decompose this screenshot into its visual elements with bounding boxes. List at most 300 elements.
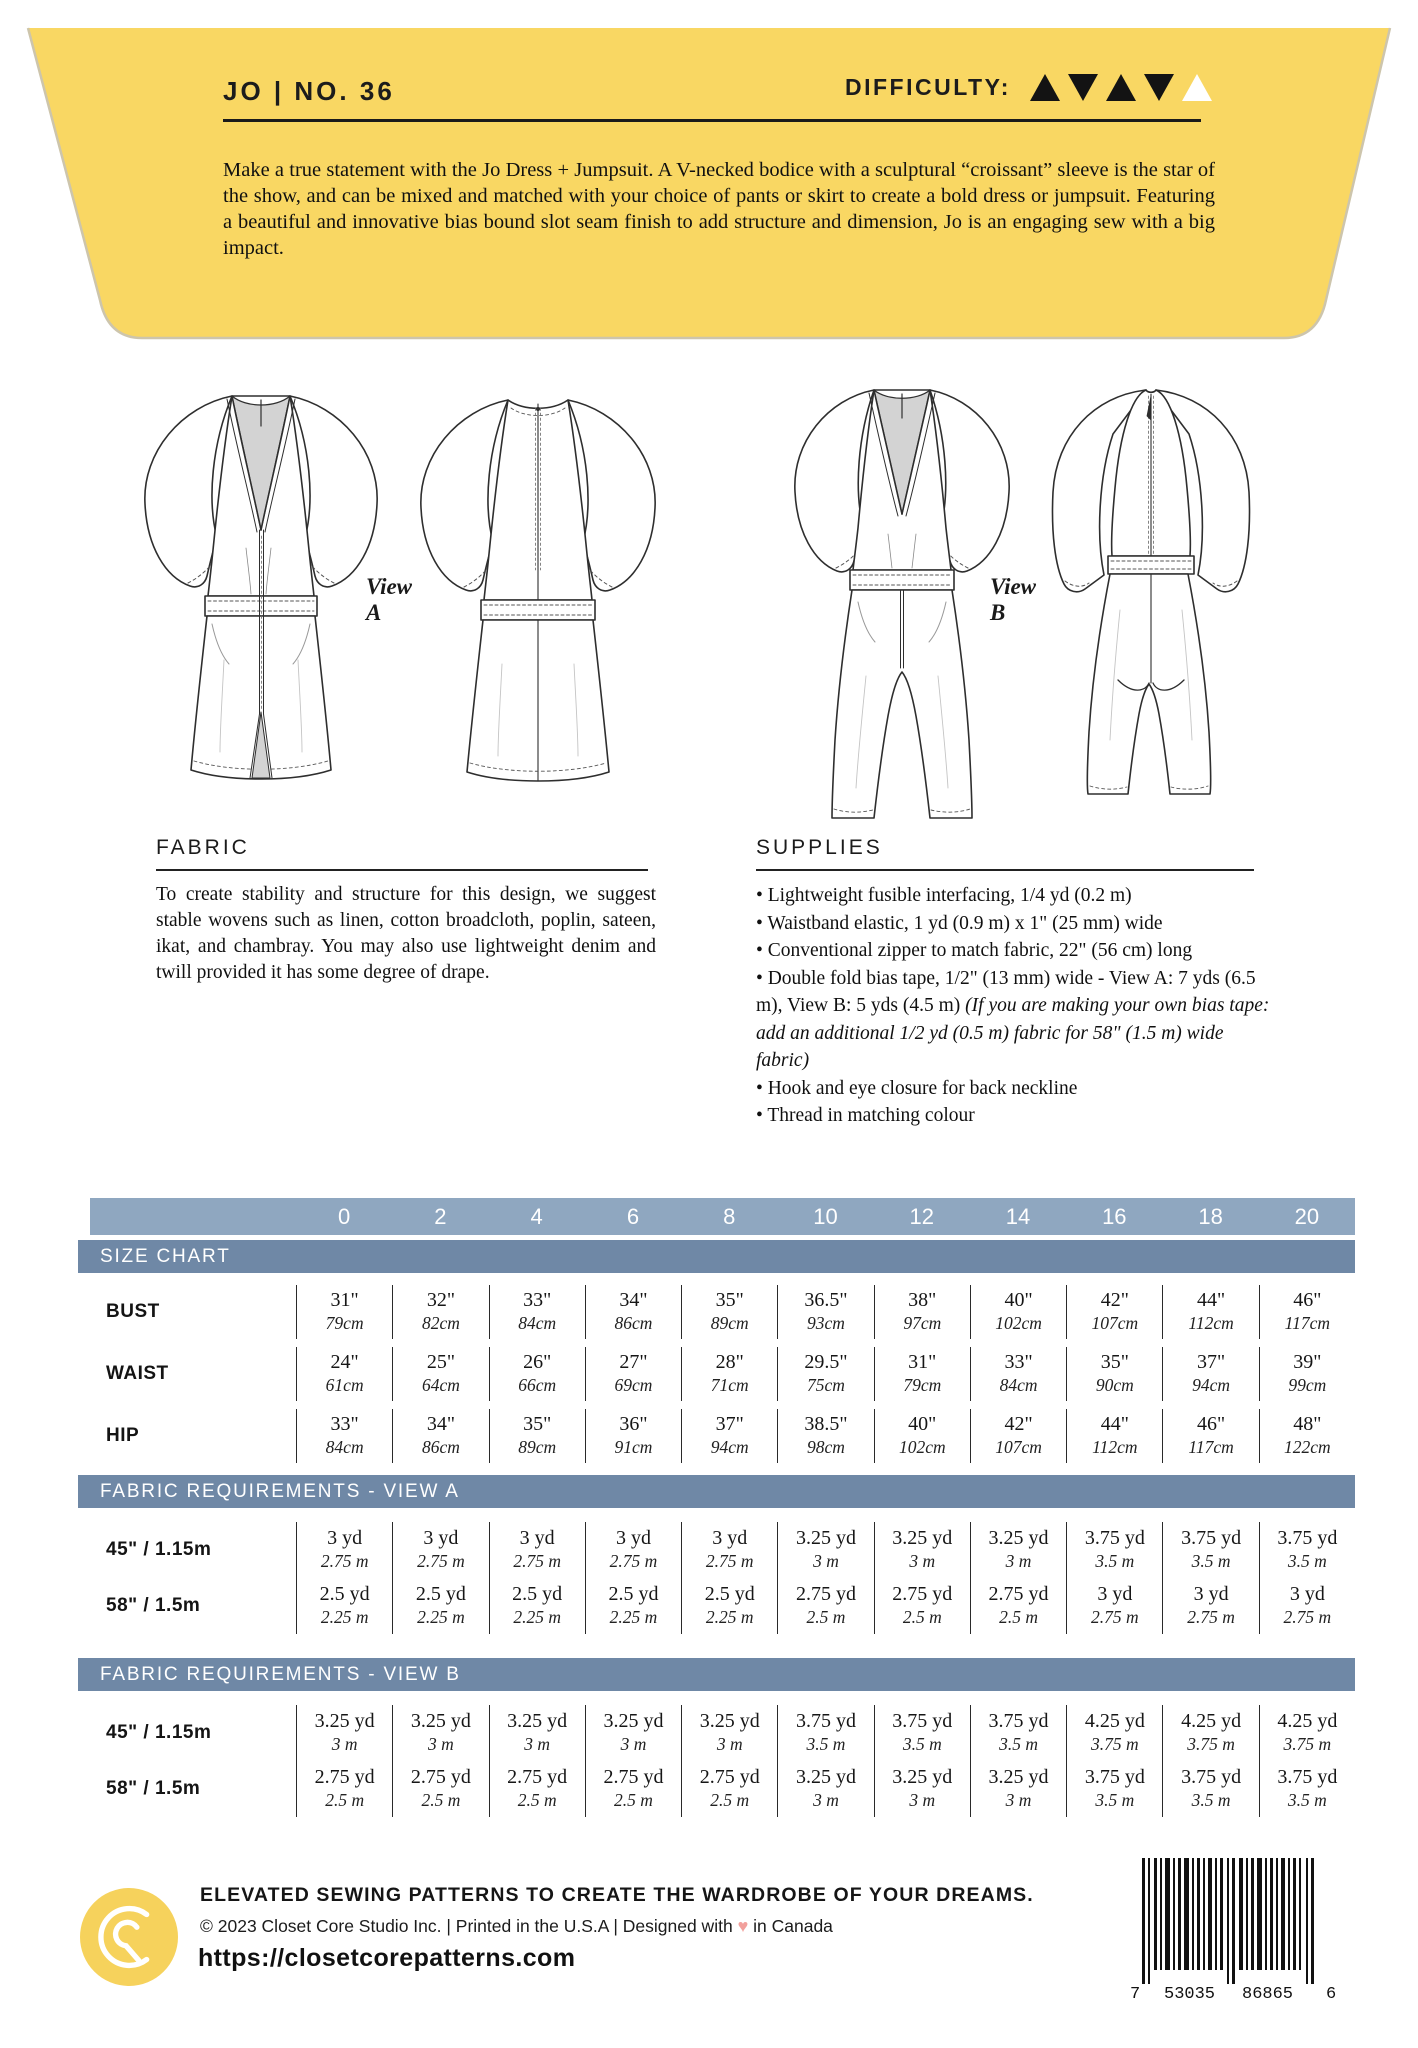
measurement-row-cell xyxy=(585,1347,681,1401)
measurement-row-cell xyxy=(296,1347,392,1401)
measurement-row-cell xyxy=(392,1347,488,1401)
value-metric: 98cm xyxy=(807,1437,845,1457)
value-metric: 2.75 m xyxy=(1283,1607,1332,1627)
value-imperial: 3 yd xyxy=(1289,1583,1325,1605)
value-metric: 3.5 m xyxy=(806,1734,846,1754)
value-imperial: 4.25 yd xyxy=(1084,1710,1145,1732)
value-metric: 3.5 m xyxy=(1191,1790,1231,1810)
fabric-req-row-label: 45" / 1.15m xyxy=(106,1722,212,1743)
value-metric: 69cm xyxy=(614,1375,653,1395)
measurement-row-cell xyxy=(296,1285,392,1339)
value-imperial: 2.5 yd xyxy=(415,1583,466,1605)
value-imperial: 2.75 yd xyxy=(795,1583,856,1605)
fabric-req-row-cell xyxy=(392,1578,488,1634)
value-metric: 3 m xyxy=(909,1790,936,1810)
measurement-row-cell xyxy=(392,1285,488,1339)
supply-text: Conventional zipper to match fabric, 22" (56 cm) long xyxy=(767,940,1193,961)
supply-item xyxy=(756,1075,1270,1103)
value-metric: 3.5 m xyxy=(1095,1551,1135,1571)
value-imperial: 3.25 yd xyxy=(892,1766,953,1788)
value-metric: 3.75 m xyxy=(1187,1734,1235,1754)
fabric-req-row xyxy=(78,1705,1355,1761)
value-imperial: 3.75 yd xyxy=(1084,1766,1145,1788)
fabric-req-row-label: 45" / 1.15m xyxy=(106,1539,212,1560)
value-imperial: 24" xyxy=(330,1351,359,1373)
value-imperial: 31" xyxy=(908,1351,937,1373)
size-chart-band: SIZE CHART xyxy=(78,1240,1355,1273)
value-imperial: 37" xyxy=(715,1413,744,1435)
measurement-row-cell xyxy=(1066,1409,1162,1463)
value-metric: 99cm xyxy=(1288,1375,1327,1395)
value-metric: 102cm xyxy=(995,1313,1042,1333)
value-imperial: 26" xyxy=(523,1351,552,1373)
measurement-row-cell xyxy=(489,1347,585,1401)
value-imperial: 2.75 yd xyxy=(410,1766,471,1788)
value-metric: 3.75 m xyxy=(1090,1734,1139,1754)
fabric-req-row-label: 58" / 1.5m xyxy=(106,1778,201,1799)
value-metric: 112cm xyxy=(1188,1313,1234,1333)
size-label: 6 xyxy=(626,1203,640,1229)
measurement-row-label: BUST xyxy=(106,1301,160,1322)
measurement-row-cell xyxy=(681,1409,777,1463)
value-metric: 2.5 m xyxy=(421,1790,461,1810)
value-imperial: 3 yd xyxy=(1097,1583,1133,1605)
fabric-req-row-cell xyxy=(1066,1705,1162,1761)
barcode-digit-group2: 86865 xyxy=(1242,1985,1294,2004)
value-metric: 64cm xyxy=(421,1375,460,1395)
value-metric: 102cm xyxy=(898,1437,946,1457)
banner-divider xyxy=(223,119,1201,122)
value-imperial: 31" xyxy=(330,1289,359,1311)
value-metric: 61cm xyxy=(325,1375,364,1395)
value-imperial: 3.75 yd xyxy=(892,1710,953,1732)
value-imperial: 3.75 yd xyxy=(1084,1527,1145,1549)
fabric-req-row-cell xyxy=(1259,1705,1355,1761)
fabric-req-b-band: FABRIC REQUIREMENTS - VIEW B xyxy=(78,1658,1355,1691)
value-imperial: 33" xyxy=(330,1413,359,1435)
value-imperial: 3.25 yd xyxy=(314,1710,375,1732)
value-metric: 2.75 m xyxy=(417,1551,465,1571)
fabric-req-row xyxy=(78,1578,1355,1634)
fabric-req-row-cell xyxy=(970,1522,1066,1578)
value-imperial: 37" xyxy=(1197,1351,1226,1373)
value-metric: 3 m xyxy=(1005,1790,1032,1810)
measurement-row-cell xyxy=(1162,1285,1258,1339)
value-metric: 66cm xyxy=(518,1375,557,1395)
difficulty-rating xyxy=(1030,74,1212,101)
fabric-req-row-cell xyxy=(1162,1705,1258,1761)
supply-text: Thread in matching colour xyxy=(767,1105,975,1126)
value-metric: 3.5 m xyxy=(902,1734,942,1754)
value-metric: 3.5 m xyxy=(1191,1551,1231,1571)
value-imperial: 33" xyxy=(1004,1351,1033,1373)
value-metric: 3 m xyxy=(331,1734,358,1754)
supply-text: Hook and eye closure for back neckline xyxy=(767,1077,1078,1099)
measurement-row-cell xyxy=(489,1409,585,1463)
value-imperial: 3.25 yd xyxy=(603,1710,664,1732)
value-imperial: 42" xyxy=(1004,1413,1033,1435)
fabric-req-row-cell xyxy=(1162,1761,1258,1817)
measurement-row-cell xyxy=(874,1347,970,1401)
value-metric: 94cm xyxy=(1192,1375,1231,1395)
value-metric: 79cm xyxy=(325,1313,364,1333)
measurement-row xyxy=(78,1285,1355,1339)
supply-text: Waistband elastic, 1 yd (0.9 m) x 1" (25 mm) wide xyxy=(767,912,1163,934)
value-imperial: 3.75 yd xyxy=(1277,1527,1338,1549)
size-label: 20 xyxy=(1294,1203,1320,1229)
barcode-digit-left: 7 xyxy=(1130,1985,1141,2004)
value-metric: 3 m xyxy=(813,1790,839,1810)
measurement-row-label: HIP xyxy=(106,1425,140,1446)
value-metric: 2.25 m xyxy=(320,1607,369,1627)
value-imperial: 2.5 yd xyxy=(512,1583,563,1605)
supply-item xyxy=(756,1102,1270,1130)
value-imperial: 3.25 yd xyxy=(988,1527,1049,1549)
measurement-row-label: WAIST xyxy=(106,1363,169,1384)
copyright-text: © 2023 Closet Core Studio Inc. | Printed in the U.S.A | Designed with xyxy=(200,1916,733,1936)
pattern-description: Make a true statement with the Jo Dress + Jumpsuit. A V-necked bodice with a sculptural “croissant” sleeve is the star of the show, and can be mixed and matched with your choice of pants or skirt to create a bold dress or jumpsuit. Featuring a beautiful and innovative bias bound slot seam finish to add structure and dimension, Jo is an engaging sew with a big impact. xyxy=(223,158,1215,259)
value-metric: 84cm xyxy=(999,1375,1038,1395)
value-imperial: 3 yd xyxy=(615,1527,651,1549)
value-metric: 117cm xyxy=(1188,1437,1234,1457)
fabric-req-row-cell xyxy=(681,1705,777,1761)
measurement-row-cell xyxy=(681,1285,777,1339)
value-metric: 2.75 m xyxy=(1090,1607,1139,1627)
value-metric: 107cm xyxy=(1091,1313,1139,1333)
value-imperial: 38" xyxy=(908,1289,937,1311)
value-metric: 79cm xyxy=(903,1375,942,1395)
value-imperial: 34" xyxy=(619,1289,648,1311)
value-metric: 3.5 m xyxy=(1287,1790,1327,1810)
value-metric: 82cm xyxy=(421,1313,460,1333)
copyright-text-end: in Canada xyxy=(753,1916,833,1936)
value-imperial: 29.5" xyxy=(804,1351,848,1373)
measurement-rows xyxy=(78,1285,1355,1463)
jumpsuit-back-illustration xyxy=(1028,380,1274,804)
dress-back-illustration xyxy=(402,382,674,796)
size-and-fabric-chart xyxy=(78,1198,1355,1817)
measurement-row-cell xyxy=(1259,1409,1355,1463)
value-metric: 3 m xyxy=(716,1734,743,1754)
fabric-req-row-cell xyxy=(585,1522,681,1578)
value-imperial: 3.75 yd xyxy=(795,1710,856,1732)
value-imperial: 2.75 yd xyxy=(988,1583,1049,1605)
value-metric: 3 m xyxy=(620,1734,647,1754)
fabric-req-row xyxy=(78,1522,1355,1578)
value-metric: 2.25 m xyxy=(417,1607,465,1627)
fabric-req-row-cell xyxy=(777,1761,873,1817)
measurement-row-cell xyxy=(1066,1285,1162,1339)
value-imperial: 35" xyxy=(523,1413,552,1435)
value-metric: 2.75 m xyxy=(609,1551,658,1571)
value-metric: 86cm xyxy=(421,1437,460,1457)
value-imperial: 32" xyxy=(426,1289,455,1311)
size-label: 18 xyxy=(1198,1203,1223,1229)
barcode xyxy=(1130,1856,1340,2004)
value-imperial: 3.25 yd xyxy=(988,1766,1049,1788)
value-imperial: 46" xyxy=(1293,1289,1322,1311)
bullet-icon: • xyxy=(756,912,768,934)
fabric-req-row-cell xyxy=(874,1578,970,1634)
fabric-req-row-cell xyxy=(970,1705,1066,1761)
value-imperial: 3.25 yd xyxy=(795,1527,856,1549)
value-metric: 122cm xyxy=(1284,1437,1331,1457)
value-metric: 107cm xyxy=(995,1437,1042,1457)
measurement-row xyxy=(78,1347,1355,1401)
value-imperial: 28" xyxy=(715,1351,744,1373)
value-metric: 3 m xyxy=(524,1734,551,1754)
measurement-row-cell xyxy=(1066,1347,1162,1401)
measurement-row-cell xyxy=(1162,1347,1258,1401)
value-metric: 2.75 m xyxy=(705,1551,754,1571)
difficulty-triangle xyxy=(1182,74,1212,101)
value-imperial: 38.5" xyxy=(804,1413,848,1435)
supply-item xyxy=(756,882,1270,910)
pattern-name-text: JO | NO. 36 xyxy=(223,76,395,106)
value-imperial: 3 yd xyxy=(519,1527,555,1549)
bullet-icon: • xyxy=(756,1105,768,1126)
measurement-row-cell xyxy=(777,1285,873,1339)
measurement-row-cell xyxy=(777,1409,873,1463)
fabric-req-row-cell xyxy=(681,1522,777,1578)
bullet-icon: • xyxy=(756,940,768,961)
value-metric: 2.25 m xyxy=(609,1607,658,1627)
fabric-rule xyxy=(156,869,648,871)
value-imperial: 3.75 yd xyxy=(1181,1766,1242,1788)
difficulty-triangle xyxy=(1068,74,1098,101)
size-label: 14 xyxy=(1005,1203,1031,1229)
fabric-req-row-cell xyxy=(489,1705,585,1761)
supply-text-italic: (If you are making your own bias tape: add an additional 1/2 yd (0.5 m) fabric for 58" (1.5 m) wide fabric) xyxy=(756,995,1270,1071)
measurement-row-cell xyxy=(970,1409,1066,1463)
measurement-row-cell xyxy=(489,1285,585,1339)
value-imperial: 2.75 yd xyxy=(507,1766,568,1788)
size-label: 10 xyxy=(813,1203,838,1229)
size-label: 2 xyxy=(434,1203,447,1229)
value-metric: 84cm xyxy=(325,1437,364,1457)
value-metric: 3 m xyxy=(428,1734,454,1754)
value-imperial: 2.75 yd xyxy=(603,1766,664,1788)
difficulty-triangle xyxy=(1030,74,1060,101)
fabric-req-row-cell xyxy=(681,1578,777,1634)
value-metric: 117cm xyxy=(1284,1313,1331,1333)
fabric-req-a-rows xyxy=(78,1522,1355,1634)
fabric-req-row-cell xyxy=(1162,1522,1258,1578)
measurement-row-cell xyxy=(681,1347,777,1401)
measurement-row-cell xyxy=(585,1409,681,1463)
supplies-heading: SUPPLIES xyxy=(756,836,883,859)
fabric-req-row-cell xyxy=(392,1761,488,1817)
fabric-req-row-cell xyxy=(1259,1761,1355,1817)
fabric-req-row-cell xyxy=(1066,1761,1162,1817)
size-header-row xyxy=(90,1198,1355,1235)
value-imperial: 35" xyxy=(715,1289,744,1311)
fabric-req-row-cell xyxy=(777,1705,873,1761)
fabric-req-row-cell xyxy=(296,1578,392,1634)
value-imperial: 3.25 yd xyxy=(892,1527,953,1549)
closet-core-logo xyxy=(80,1888,178,1986)
value-imperial: 35" xyxy=(1100,1351,1129,1373)
size-label: 8 xyxy=(723,1203,736,1229)
value-imperial: 34" xyxy=(426,1413,455,1435)
value-metric: 89cm xyxy=(518,1437,557,1457)
value-imperial: 25" xyxy=(426,1351,455,1373)
measurement-row-cell xyxy=(1259,1347,1355,1401)
value-metric: 2.5 m xyxy=(902,1607,942,1627)
jumpsuit-front-illustration xyxy=(782,376,1022,828)
value-metric: 2.5 m xyxy=(806,1607,846,1627)
fabric-req-row-cell xyxy=(489,1522,585,1578)
value-imperial: 2.75 yd xyxy=(892,1583,953,1605)
size-label: 12 xyxy=(909,1203,934,1229)
value-imperial: 3.25 yd xyxy=(699,1710,760,1732)
supplies-rule xyxy=(756,869,1254,871)
value-imperial: 2.5 yd xyxy=(704,1583,755,1605)
value-metric: 2.75 m xyxy=(320,1551,369,1571)
bullet-icon: • xyxy=(756,1077,768,1099)
size-label: 4 xyxy=(530,1203,543,1229)
fabric-req-row xyxy=(78,1761,1355,1817)
fabric-req-row-label: 58" / 1.5m xyxy=(106,1595,201,1616)
value-imperial: 2.5 yd xyxy=(319,1583,370,1605)
fabric-req-row-cell xyxy=(296,1705,392,1761)
value-imperial: 46" xyxy=(1197,1413,1226,1435)
value-metric: 97cm xyxy=(903,1313,942,1333)
fabric-req-row-cell xyxy=(1259,1578,1355,1634)
value-metric: 3.5 m xyxy=(1095,1790,1135,1810)
fabric-req-row-cell xyxy=(296,1522,392,1578)
fabric-req-row-cell xyxy=(777,1578,873,1634)
fabric-req-row-cell xyxy=(1259,1522,1355,1578)
value-metric: 71cm xyxy=(710,1375,749,1395)
fabric-req-row-cell xyxy=(296,1761,392,1817)
value-imperial: 44" xyxy=(1197,1289,1226,1311)
bullet-icon: • xyxy=(756,885,768,906)
value-metric: 2.75 m xyxy=(513,1551,561,1571)
value-imperial: 3.75 yd xyxy=(1181,1527,1242,1549)
value-imperial: 2.75 yd xyxy=(314,1766,375,1788)
value-metric: 2.5 m xyxy=(325,1790,365,1810)
measurement-row-cell xyxy=(874,1409,970,1463)
difficulty-label: DIFFICULTY: xyxy=(845,74,1011,100)
value-metric: 3 m xyxy=(909,1551,936,1571)
fabric-req-row-cell xyxy=(392,1705,488,1761)
supplies-list xyxy=(756,882,1270,1130)
value-imperial: 4.25 yd xyxy=(1277,1710,1338,1732)
value-imperial: 3.25 yd xyxy=(795,1766,856,1788)
fabric-req-row-cell xyxy=(874,1761,970,1817)
difficulty-indicator xyxy=(845,74,1212,101)
pattern-name xyxy=(223,76,395,107)
value-metric: 3.75 m xyxy=(1283,1734,1332,1754)
fabric-req-row-cell xyxy=(585,1761,681,1817)
value-metric: 90cm xyxy=(1095,1375,1134,1395)
supply-item xyxy=(756,965,1270,1075)
value-imperial: 40" xyxy=(908,1413,937,1435)
supply-text: Lightweight fusible interfacing, 1/4 yd (0.2 m) xyxy=(767,885,1132,906)
value-imperial: 3.25 yd xyxy=(507,1710,568,1732)
value-imperial: 36.5" xyxy=(804,1289,848,1311)
value-imperial: 3.75 yd xyxy=(1277,1766,1338,1788)
fabric-body: To create stability and structure for this design, we suggest stable wovens such as linen, cotton broadcloth, poplin, sateen, ikat, and chambray. You may also use lightweight denim and twill provided it has some degree of drape. xyxy=(156,884,656,983)
value-imperial: 48" xyxy=(1293,1413,1322,1435)
supply-text: Double fold bias tape, 1/2" (13 mm) wide - View A: 7 yds (6.5 m), View B: 5 yds (4.5 m) xyxy=(756,967,1256,1016)
fabric-req-row-cell xyxy=(392,1522,488,1578)
value-metric: 2.75 m xyxy=(1187,1607,1235,1627)
measurement-row-cell xyxy=(585,1285,681,1339)
measurement-row-cell xyxy=(392,1409,488,1463)
fabric-req-row-cell xyxy=(489,1761,585,1817)
measurement-row-cell xyxy=(1162,1409,1258,1463)
footer-copyright xyxy=(200,1916,833,1937)
value-metric: 89cm xyxy=(710,1313,749,1333)
measurement-row-cell xyxy=(296,1409,392,1463)
value-metric: 3 m xyxy=(1005,1551,1032,1571)
fabric-req-a-band: FABRIC REQUIREMENTS - VIEW A xyxy=(78,1475,1355,1508)
view-b-label: View B xyxy=(990,574,1037,625)
size-label: 0 xyxy=(338,1203,351,1229)
value-imperial: 3 yd xyxy=(712,1527,748,1549)
value-metric: 2.5 m xyxy=(999,1607,1038,1627)
supply-item xyxy=(756,910,1270,938)
fabric-req-b-rows xyxy=(78,1705,1355,1817)
fabric-req-row-cell xyxy=(585,1705,681,1761)
fabric-req-row-cell xyxy=(1066,1578,1162,1634)
fabric-req-row-cell xyxy=(970,1578,1066,1634)
value-metric: 91cm xyxy=(614,1437,653,1457)
value-imperial: 33" xyxy=(523,1289,552,1311)
barcode-digit-right: 6 xyxy=(1326,1985,1337,2004)
value-metric: 112cm xyxy=(1092,1437,1138,1457)
fabric-req-row-cell xyxy=(1066,1522,1162,1578)
heart-icon: ♥ xyxy=(737,1916,749,1936)
view-a-label: View A xyxy=(366,574,413,625)
measurement-row-cell xyxy=(970,1347,1066,1401)
value-metric: 86cm xyxy=(614,1313,653,1333)
value-metric: 2.25 m xyxy=(513,1607,561,1627)
size-label: 16 xyxy=(1102,1203,1127,1229)
dress-front-illustration xyxy=(128,380,394,798)
fabric-req-row-cell xyxy=(489,1578,585,1634)
value-imperial: 4.25 yd xyxy=(1181,1710,1242,1732)
value-imperial: 27" xyxy=(619,1351,648,1373)
measurement-row-cell xyxy=(970,1285,1066,1339)
fabric-req-row-cell xyxy=(874,1705,970,1761)
value-metric: 93cm xyxy=(807,1313,845,1333)
value-imperial: 2.5 yd xyxy=(608,1583,659,1605)
value-metric: 94cm xyxy=(710,1437,749,1457)
difficulty-triangle xyxy=(1106,74,1136,101)
website-url: https://closetcorepatterns.com xyxy=(198,1944,576,1972)
value-imperial: 40" xyxy=(1004,1289,1033,1311)
footer-tagline: ELEVATED SEWING PATTERNS TO CREATE THE WARDROBE OF YOUR DREAMS. xyxy=(200,1884,1034,1906)
bullet-icon: • xyxy=(756,967,768,989)
fabric-heading: FABRIC xyxy=(156,836,250,859)
value-imperial: 3 yd xyxy=(327,1527,363,1549)
value-imperial: 3.25 yd xyxy=(410,1710,471,1732)
measurement-row-cell xyxy=(777,1347,873,1401)
value-imperial: 3.75 yd xyxy=(988,1710,1049,1732)
value-metric: 2.5 m xyxy=(710,1790,750,1810)
fabric-req-row-cell xyxy=(585,1578,681,1634)
value-metric: 3.5 m xyxy=(1287,1551,1327,1571)
value-imperial: 39" xyxy=(1293,1351,1322,1373)
value-imperial: 42" xyxy=(1100,1289,1129,1311)
barcode-digit-group1: 53035 xyxy=(1164,1985,1216,2004)
difficulty-triangle xyxy=(1144,74,1174,101)
value-metric: 2.25 m xyxy=(705,1607,754,1627)
fabric-req-row-cell xyxy=(681,1761,777,1817)
